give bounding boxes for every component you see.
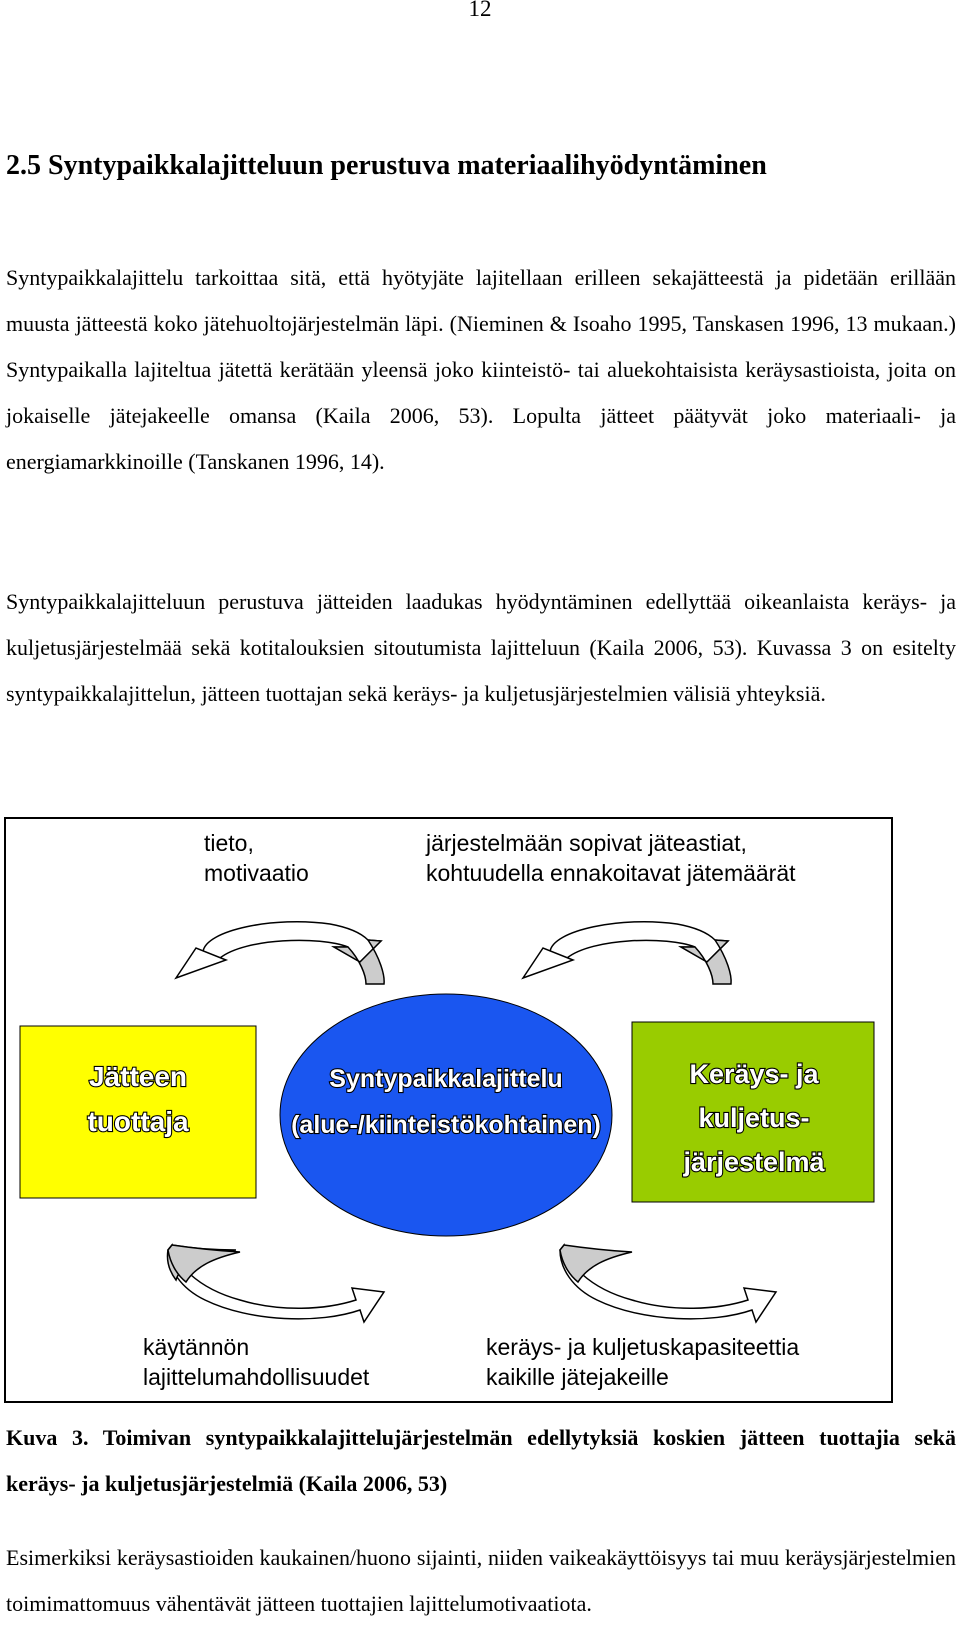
paragraph-3: Esimerkiksi keräysastioiden kaukainen/huono sijainti, niiden vaikeakäyttöisyys tai muu keräysjärjestelmien toimimattomuus vähentävät jätteen tuottajien lajittelumotivaatiota. [6, 1545, 956, 1616]
section-heading: 2.5 Syntypaikkalajitteluun perustuva materiaalihyödyntäminen [6, 150, 767, 181]
figure-caption [6, 1415, 956, 1507]
curved-arrow-bottom-left [167, 1245, 384, 1322]
caption-sorting-possibilities [143, 1332, 369, 1392]
system-label-line-2: kuljetus- [698, 1103, 810, 1133]
caption-line: järjestelmään sopivat jäteastiat, [426, 830, 747, 856]
system-label-line-1: Keräys- ja [689, 1059, 819, 1089]
figure-caption-label: Kuva 3. [6, 1425, 89, 1450]
caption-line: kohtuudella ennakoitavat jätemäärät [426, 860, 796, 886]
producer-label-line-1: Jätteen [88, 1061, 188, 1092]
curved-arrow-top-right [523, 922, 731, 984]
caption-line: käytännön [143, 1334, 250, 1360]
caption-line: keräys- ja kuljetuskapasiteettia [486, 1334, 800, 1360]
caption-information-motivation [204, 828, 309, 888]
paragraph-1: Syntypaikkalajittelu tarkoittaa sitä, että hyötyjäte lajitellaan erilleen sekajätteestä ja pidetään erillään muusta jätteestä koko jätehuoltojärjestelmän läpi. (Nieminen & Isoaho 1995, Tanskasen 1996, 13 mukaan.) Syntypaikalla lajiteltua jätettä kerätään yleensä joko kiinteistö- tai aluekohtaisista keräysastioista, joita on jokaiselle jätejakeelle omansa (Kaila 2006, 53). Lopulta jätteet päätyvät joko materiaali- ja energiamarkkinoille (Tanskanen 1996, 14). [6, 265, 956, 474]
system-label-line-3: järjestelmä [683, 1147, 825, 1177]
page-number: 12 [468, 0, 492, 21]
figure-caption-text: Toimivan syntypaikkalajittelujärjestelmän edellytyksiä koskien jätteen tuottajia sekä keräys- ja kuljetusjärjestelmiä (Kaila 2006, 53) [6, 1425, 956, 1496]
caption-collection-capacity [486, 1332, 799, 1392]
producer-label-line-2: tuottaja [87, 1106, 189, 1137]
caption-line: tieto, [204, 830, 254, 856]
curved-arrow-top-left [176, 922, 384, 984]
center-label-line-2: (alue-/kiinteistökohtainen) [291, 1111, 601, 1139]
paragraph-2: Syntypaikkalajitteluun perustuva jätteiden laadukas hyödyntäminen edellyttää oikeanlaista keräys- ja kuljetusjärjestelmää sekä kotitalouksien sitoutumista lajitteluun (Kaila 2006, 53). Kuvassa 3 on esitelty syntypaikkalajittelun, jätteen tuottajan sekä keräys- ja kuljetusjärjestelmien välisiä yhteyksiä. [6, 589, 956, 706]
caption-bins-volumes [426, 828, 796, 888]
caption-line: kaikille jätejakeille [486, 1364, 669, 1390]
center-label-line-1: Syntypaikkalajittelu [329, 1065, 563, 1093]
caption-line: lajittelumahdollisuudet [143, 1364, 370, 1390]
curved-arrow-bottom-right [560, 1245, 776, 1322]
caption-line: motivaatio [204, 860, 309, 886]
